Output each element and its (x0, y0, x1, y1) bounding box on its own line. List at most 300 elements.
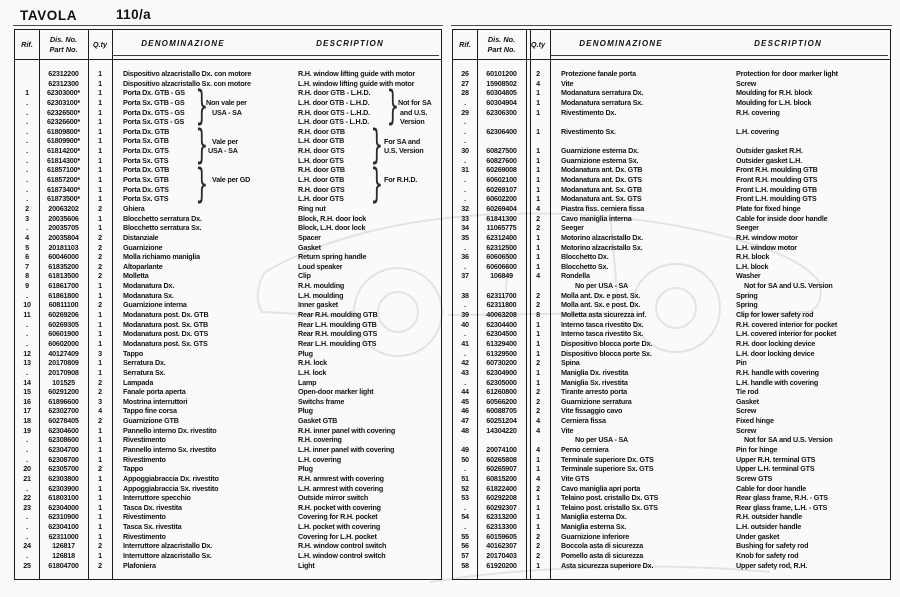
cell-rif: 19 (23, 425, 31, 435)
cell-part-number: 60269206 (48, 310, 79, 320)
cell-description: Covering for R.H. pocket (298, 512, 378, 522)
table-row (453, 406, 890, 416)
cell-part-number: 62304000 (48, 502, 79, 512)
cell-qty: 1 (98, 194, 102, 204)
cell-qty: 2 (536, 406, 540, 416)
cell-denominazione: Guarnizione (123, 242, 163, 252)
cell-qty: 2 (536, 551, 540, 561)
cell-denominazione: Cavo maniglia interna (561, 213, 632, 223)
table-row (453, 146, 890, 156)
cell-part-number: 20074100 (486, 444, 517, 454)
cell-description: L.H. covering (298, 454, 341, 464)
table-row (15, 406, 441, 416)
group1-brace-it: } (195, 83, 209, 130)
cell-description: Ring nut (298, 203, 326, 213)
cell-part-number: 40063208 (486, 310, 517, 320)
cell-denominazione: Distanziale (123, 232, 159, 242)
table-row (453, 435, 890, 445)
header-denominazione: DENOMINAZIONE (579, 39, 663, 48)
cell-part-number: 62304400 (486, 319, 517, 329)
parts-table-left (14, 29, 442, 580)
cell-description: L.H. door GTS (298, 194, 344, 204)
cell-rif: 4 (25, 232, 29, 242)
cell-rif: . (26, 126, 28, 136)
cell-qty: 1 (98, 551, 102, 561)
cell-part-number: 61873400* (47, 184, 80, 194)
table-row (453, 108, 890, 118)
cell-qty: 1 (98, 367, 102, 377)
cell-part-number: 62305700 (48, 464, 79, 474)
cell-part-number: 126818 (52, 551, 75, 561)
cell-description: R.H. window motor (736, 232, 798, 242)
cell-description: L.H. moulding (298, 290, 344, 300)
cell-description: L.H. block (736, 261, 769, 271)
cell-description: Plug (298, 406, 313, 416)
cell-part-number: 60827600 (486, 155, 517, 165)
cell-description: Moulding for L.H. block (736, 97, 812, 107)
cell-rif: 6 (25, 252, 29, 262)
cell-rif: . (464, 300, 466, 310)
cell-rif: . (26, 223, 28, 233)
cell-denominazione: Porta Dx. GTS - GS (123, 107, 185, 117)
cell-description: Bushing for safety rod (736, 541, 809, 551)
table-row (453, 204, 890, 214)
cell-description: Not for SA and U.S. Version (744, 435, 833, 445)
cell-rif: . (26, 155, 28, 165)
cell-qty: 1 (536, 242, 540, 252)
cell-part-number: 62303100* (47, 97, 80, 107)
cell-denominazione: Modanatura post. Dx. GTB (123, 310, 209, 320)
cell-description: L.H. pocket with covering (298, 522, 381, 532)
header-rif: Rif. (459, 40, 471, 49)
cell-description: R.H. handle with covering (736, 367, 819, 377)
cell-qty: 1 (98, 358, 102, 368)
cell-description: Inner gasket (298, 300, 338, 310)
cell-part-number: 62311800 (486, 300, 517, 310)
table-row (15, 320, 441, 330)
cell-qty: 1 (98, 165, 102, 175)
table-row (15, 503, 441, 513)
cell-part-number: 60292208 (486, 493, 517, 503)
cell-denominazione: Blocchetto serratura Sx. (123, 223, 202, 233)
cell-description: L.H. outsider handle (736, 522, 802, 532)
table-row (453, 464, 890, 474)
cell-description: Gasket (736, 396, 759, 406)
cell-qty: 2 (536, 358, 540, 368)
cell-qty: 2 (98, 464, 102, 474)
header-underline (550, 55, 888, 56)
table-row (15, 79, 441, 89)
cell-denominazione: Motorino alzacristallo Sx. (561, 242, 643, 252)
cell-qty: 1 (536, 175, 540, 185)
cell-description: L.H. door locking device (736, 348, 815, 358)
cell-denominazione: Molla richiamo maniglia (123, 252, 200, 262)
cell-part-number: 126817 (52, 541, 75, 551)
cell-description: L.H. door GTB - L.H.D. (298, 97, 370, 107)
cell-rif: . (26, 512, 28, 522)
cell-rif: 51 (461, 473, 469, 483)
cell-denominazione: Vite GTS (561, 473, 590, 483)
cell-qty: 2 (536, 387, 540, 397)
table-row (15, 146, 441, 156)
cell-part-number: 62302700 (48, 406, 79, 416)
cell-qty: 1 (536, 377, 540, 387)
cell-qty: 4 (536, 78, 540, 88)
cell-description: R.H. covering (736, 107, 780, 117)
table-row (15, 136, 441, 146)
cell-denominazione: Appoggiabraccia Dx. rivestito (123, 473, 219, 483)
cell-rif: . (464, 97, 466, 107)
cell-denominazione: Vite (561, 425, 574, 435)
cell-denominazione: Modanatura Dx. (123, 281, 175, 291)
cell-qty: 1 (98, 435, 102, 445)
cell-part-number: 20063202 (48, 203, 79, 213)
cell-part-number: 20170809 (48, 358, 79, 368)
cell-denominazione: Porta Dx. GTB (123, 126, 170, 136)
table-row (15, 243, 441, 253)
table-row (453, 445, 890, 455)
cell-qty: 1 (98, 136, 102, 146)
cell-part-number: 60269404 (486, 203, 517, 213)
cell-description: R.H. door GTB (298, 126, 345, 136)
cell-qty: 1 (98, 155, 102, 165)
cell-part-number: 11065775 (486, 223, 517, 233)
header-part-no-line2: Part No. (49, 44, 78, 54)
cell-qty: 1 (536, 184, 540, 194)
cell-qty: 4 (536, 444, 540, 454)
table-row (453, 252, 890, 262)
table-header (453, 30, 890, 60)
cell-description: Pin (736, 358, 747, 368)
cell-part-number: 62304900 (486, 367, 517, 377)
cell-rif: 47 (461, 416, 469, 426)
cell-part-number: 61814300* (47, 155, 80, 165)
cell-qty: 2 (98, 271, 102, 281)
cell-denominazione: Rivestimento (123, 512, 166, 522)
group3-brace-en: } (370, 160, 384, 207)
table-row (453, 426, 890, 436)
cell-rif: . (26, 329, 28, 339)
table-row (453, 98, 890, 108)
cell-rif: 39 (461, 310, 469, 320)
cell-qty: 2 (98, 203, 102, 213)
cell-denominazione: Rivestimento (123, 435, 166, 445)
cell-part-number: 60278405 (48, 416, 79, 426)
cell-rif: . (26, 107, 28, 117)
cell-denominazione: Interno tasca rivestito Dx. (561, 319, 644, 329)
cell-description: Knob for safety rod (736, 551, 799, 561)
cell-denominazione: No per USA - SA (575, 281, 629, 291)
cell-denominazione: Spina (561, 358, 580, 368)
table-row (15, 69, 441, 79)
cell-qty: 1 (536, 146, 540, 156)
cell-qty: 1 (98, 329, 102, 339)
cell-description: Block, L.H. door lock (298, 223, 366, 233)
table-row (453, 493, 890, 503)
cell-part-number: 62312400 (486, 232, 517, 242)
table-row (453, 127, 890, 137)
cell-denominazione: Cerniera fissa (561, 416, 606, 426)
table-row (15, 329, 441, 339)
cell-qty: 2 (536, 396, 540, 406)
cell-denominazione: Guarnizione esterna Dx. (561, 146, 639, 156)
cell-rif: 48 (461, 425, 469, 435)
cell-denominazione: Plafoniera (123, 560, 156, 570)
cell-rif: . (26, 290, 28, 300)
cell-description: Switchs frame (298, 396, 345, 406)
cell-qty: 1 (536, 367, 540, 377)
header-underline (112, 55, 439, 56)
cell-qty: 1 (536, 464, 540, 474)
table-row (453, 117, 890, 127)
table-row (453, 194, 890, 204)
table-row (453, 69, 890, 79)
table-header (15, 30, 441, 60)
cell-description: R.H. outsider handle (736, 512, 802, 522)
cell-denominazione: Porta Sx. GTB (123, 175, 169, 185)
cell-denominazione: Porta Sx. GTB - GS (123, 97, 185, 107)
cell-part-number: 60566200 (486, 396, 517, 406)
cell-description: R.H. moulding (298, 281, 345, 291)
header-qty: Q.ty (92, 40, 108, 49)
cell-denominazione: Telaino post. cristallo Sx. GTS (561, 502, 658, 512)
cell-part-number: 62304600 (48, 425, 79, 435)
cell-qty: 2 (536, 223, 540, 233)
cell-rif: . (464, 117, 466, 127)
cell-denominazione: Terminale superiore Sx. GTS (561, 464, 654, 474)
group1-brace-en: } (386, 83, 400, 130)
group3-note-it-line1: Vale per GD (212, 175, 251, 185)
cell-description: Plug (298, 464, 313, 474)
cell-description: Protection for door marker light (736, 69, 838, 78)
cell-denominazione: Maniglia Dx. rivestita (561, 367, 629, 377)
cell-part-number: 14304220 (486, 425, 517, 435)
cell-qty: 2 (98, 387, 102, 397)
cell-part-number: 60292307 (486, 502, 517, 512)
cell-description: R.H. window lifting guide with motor (298, 69, 415, 78)
cell-qty: 4 (98, 406, 102, 416)
header-dis-no: Dis. No. (49, 35, 78, 44)
cell-part-number: 60269305 (48, 319, 79, 329)
table-row (453, 349, 890, 359)
cell-denominazione: Porta Dx. GTS (123, 184, 169, 194)
table-row (453, 223, 890, 233)
cell-rif: 44 (461, 387, 469, 397)
cell-description: R.H. inner panel with covering (298, 425, 396, 435)
cell-rif: 12 (23, 348, 31, 358)
cell-rif: . (464, 126, 466, 136)
cell-rif: 22 (23, 493, 31, 503)
cell-qty: 1 (98, 310, 102, 320)
cell-part-number: 61841300 (486, 213, 517, 223)
cell-description: R.H. door GTS (298, 146, 345, 156)
cell-rif: 31 (461, 165, 469, 175)
table-row (453, 88, 890, 98)
cell-rif: . (26, 319, 28, 329)
cell-denominazione: Maniglia esterna Sx. (561, 522, 627, 532)
table-row (15, 223, 441, 233)
cell-part-number: 60602100 (486, 175, 517, 185)
cell-rif: . (464, 155, 466, 165)
table-row (15, 175, 441, 185)
cell-part-number: 62313300 (486, 522, 517, 532)
table-row (15, 378, 441, 388)
cell-part-number: 60265808 (486, 454, 517, 464)
table-row (453, 522, 890, 532)
table-row (453, 175, 890, 185)
cell-part-number: 62312200 (48, 69, 79, 78)
cell-description: R.H. pocket with covering (298, 502, 381, 512)
cell-denominazione: Tirante arresto porta (561, 387, 627, 397)
cell-qty: 1 (98, 531, 102, 541)
cell-part-number: 60815200 (486, 473, 517, 483)
cell-part-number: 61260800 (486, 387, 517, 397)
table-row (453, 310, 890, 320)
cell-qty: 1 (98, 473, 102, 483)
cell-qty: 1 (98, 502, 102, 512)
cell-denominazione: Asta sicurezza superiore Dx. (561, 560, 654, 570)
cell-description: Front R.H. moulding GTS (736, 175, 818, 185)
cell-part-number: 60088705 (486, 406, 517, 416)
cell-rif: 53 (461, 493, 469, 503)
cell-denominazione: Blocchetto Dx. (561, 252, 609, 262)
cell-rif: 36 (461, 252, 469, 262)
cell-denominazione: Terminale superiore Dx. GTS (561, 454, 654, 464)
cell-description: R.H. covering (298, 435, 342, 445)
cell-description: Rear glass frame, L.H. - GTS (736, 502, 828, 512)
table-row (15, 445, 441, 455)
cell-rif: . (464, 329, 466, 339)
cell-description: Front L.H. moulding GTS (736, 194, 817, 204)
cell-qty: 3 (98, 348, 102, 358)
cell-part-number: 60606600 (486, 261, 517, 271)
group2-brace-en: } (370, 121, 384, 168)
cell-qty: 1 (536, 319, 540, 329)
cell-qty: 2 (98, 300, 102, 310)
cell-rif: . (464, 194, 466, 204)
cell-part-number: 60811100 (48, 300, 79, 310)
table-row (15, 310, 441, 320)
cell-rif: 58 (461, 560, 469, 570)
table-row (453, 484, 890, 494)
cell-qty: 1 (536, 261, 540, 271)
cell-denominazione: Tappo (123, 348, 144, 358)
table-row (15, 484, 441, 494)
cell-rif: 26 (461, 69, 469, 78)
table-row (15, 252, 441, 262)
cell-description: Cable for inside door handle (736, 213, 828, 223)
table-row (15, 165, 441, 175)
cell-rif: 40 (461, 319, 469, 329)
cell-qty: 1 (536, 107, 540, 117)
cell-rif: . (26, 194, 28, 204)
cell-denominazione: Dispositivo alzacristallo Sx. con motore (123, 78, 251, 88)
cell-qty: 1 (98, 88, 102, 98)
table-row (15, 127, 441, 137)
table-row (453, 233, 890, 243)
cell-rif: 28 (461, 88, 469, 98)
cell-qty: 4 (536, 425, 540, 435)
cell-rif: 49 (461, 444, 469, 454)
cell-rif: . (26, 175, 28, 185)
cell-description: Upper L.H. terminal GTS (736, 464, 815, 474)
cell-description: Rear R.H. moulding GTB (298, 310, 378, 320)
cell-denominazione: Ghiera (123, 203, 145, 213)
table-row (453, 416, 890, 426)
cell-rif: . (464, 522, 466, 532)
cell-description: L.H. door GTB (298, 175, 345, 185)
page-title (20, 7, 152, 23)
cell-part-number: 61822400 (486, 483, 517, 493)
cell-qty: 2 (98, 541, 102, 551)
cell-part-number: 62303000* (47, 88, 80, 98)
cell-denominazione: Fanale porta aperta (123, 387, 186, 397)
cell-qty: 1 (98, 493, 102, 503)
table-row (15, 416, 441, 426)
cell-denominazione: Porta Dx. GTS (123, 146, 169, 156)
cell-rif: 18 (23, 416, 31, 426)
cell-qty: 4 (536, 473, 540, 483)
cell-qty: 1 (536, 512, 540, 522)
cell-rif: 32 (461, 203, 469, 213)
cell-part-number: 101525 (52, 377, 75, 387)
cell-qty: 1 (536, 560, 540, 570)
cell-part-number: 60606500 (486, 252, 517, 262)
cell-rif: . (26, 551, 28, 561)
cell-denominazione: Lampada (123, 377, 154, 387)
cell-rif: 27 (461, 78, 469, 88)
cell-denominazione: Modanatura serratura Dx. (561, 88, 644, 98)
cell-qty: 1 (536, 155, 540, 165)
header-rif: Rif. (21, 40, 33, 49)
cell-rif: 57 (461, 551, 469, 561)
table-row (15, 281, 441, 291)
cell-description: Screw (736, 406, 757, 416)
cell-denominazione: Porta Sx. GTB (123, 136, 169, 146)
cell-description: L.H. window lifting guide with motor (298, 78, 415, 88)
cell-part-number: 62303900 (48, 483, 79, 493)
cell-qty: 1 (536, 338, 540, 348)
cell-denominazione: No per USA - SA (575, 435, 629, 445)
cell-denominazione: Molla ant. Sx. e post. Dx. (561, 300, 641, 310)
table-row (453, 368, 890, 378)
cell-rif: 29 (461, 107, 469, 117)
cell-description: L.H. door GTS - L.H.D. (298, 117, 370, 127)
cell-qty: 1 (536, 97, 540, 107)
table-row (453, 271, 890, 281)
cell-rif: 42 (461, 358, 469, 368)
cell-rif: 16 (23, 396, 31, 406)
table-row (15, 117, 441, 127)
table-row (15, 435, 441, 445)
cell-qty: 2 (536, 541, 540, 551)
cell-denominazione: Pannello interno Sx. rivestito (123, 444, 217, 454)
cell-description: Outsider gasket L.H. (736, 155, 802, 165)
cell-description: Fixed hinge (736, 416, 774, 426)
cell-rif: 34 (461, 223, 469, 233)
table-row (453, 262, 890, 272)
cell-qty: 2 (98, 560, 102, 570)
cell-part-number: 60269107 (486, 184, 517, 194)
table-row (453, 358, 890, 368)
cell-part-number: 20035606 (48, 213, 79, 223)
table-row (453, 532, 890, 542)
cell-denominazione: Modanatura ant. Sx. GTB (561, 184, 642, 194)
cell-rif: 54 (461, 512, 469, 522)
cell-description: L.H. armrest with covering (298, 483, 384, 493)
table-row (453, 281, 890, 291)
cell-part-number: 60251204 (486, 416, 517, 426)
